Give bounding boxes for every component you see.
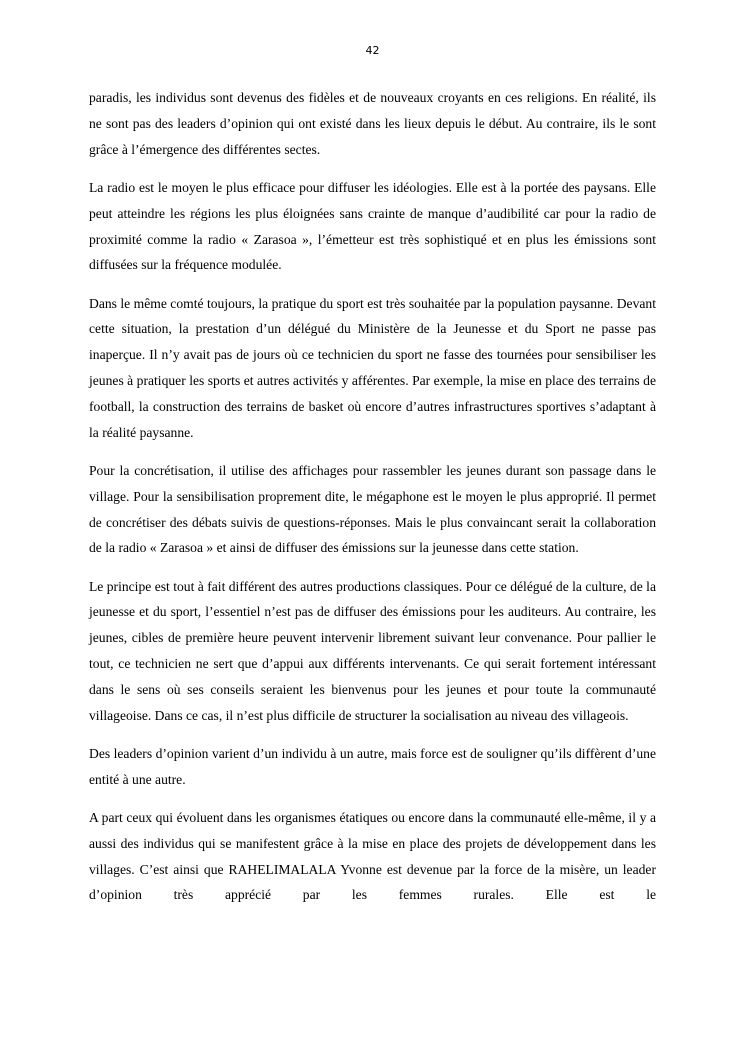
paragraph-7: A part ceux qui évoluent dans les organismes étatiques ou encore dans la communauté elle-même, il y a aussi des individus qui se manifestent grâce à la mise en place des projets de développement dans les villages. C’est ainsi que RAHELIMALALA Yvonne est devenue par la force de la misère, un leader d’opinion très apprécié par les femmes rurales. Elle est le [89, 809, 656, 903]
paragraph-6: Des leaders d’opinion varient d’un individu à un autre, mais force est de souligner qu’ils diffèrent d’une entité à une autre. [89, 745, 656, 787]
paragraph-2: La radio est le moyen le plus efficace pour diffuser les idéologies. Elle est à la portée des paysans. Elle peut atteindre les régions les plus éloignées sans crainte de manque d’audibilité car pour la radio de proximité comme la radio « Zarasoa », l’émetteur est très sophistiqué et en plus les émissions sont diffusées sur la fréquence modulée. [89, 179, 656, 273]
body-text [89, 85, 656, 908]
page-number: 42 [365, 44, 380, 57]
paragraph-1: paradis, les individus sont devenus des fidèles et de nouveaux croyants en ces religions. En réalité, ils ne sont pas des leaders d’opinion qui ont existé dans les lieux depuis le début. Au contraire, ils le sont grâce à l’émergence des différentes sectes. [89, 90, 656, 157]
paragraph-3: Dans le même comté toujours, la pratique du sport est très souhaitée par la population paysanne. Devant cette situation, la prestation d’un délégué du Ministère de la Jeunesse et du Sport ne passe pas inaperçue. Il n’y avait pas de jours où ce technicien du sport ne fasse des tournées pour sensibiliser les jeunes à pratiquer les sports et autres activités y afférentes. Par exemple, la mise en place des terrains de football, la construction des terrains de basket où encore d’autres infrastructures sportives s’adaptant à la réalité paysanne. [89, 295, 656, 440]
paragraph-4: Pour la concrétisation, il utilise des affichages pour rassembler les jeunes durant son passage dans le village. Pour la sensibilisation proprement dite, le mégaphone est le moyen le plus approprié. Il permet de concrétiser des débats suivis de questions-réponses. Mais le plus convaincant serait la collaboration de la radio « Zarasoa » et ainsi de diffuser des émissions sur la jeunesse dans cette station. [89, 462, 656, 556]
paragraph-5: Le principe est tout à fait différent des autres productions classiques. Pour ce délégué de la culture, de la jeunesse et du sport, l’essentiel n’est pas de diffuser des émissions pour les auditeurs. Au contraire, les jeunes, cibles de première heure peuvent intervenir librement suivant leur convenance. Pour pallier le tout, ce technicien ne sert que d’appui aux différents intervenants. Ce qui serait fortement intéressant dans le sens où ses conseils seraient les bienvenus pour les jeunes et pour toute la communauté villageoise. Dans ce cas, il n’est plus difficile de structurer la socialisation au niveau des villageois. [89, 578, 656, 723]
